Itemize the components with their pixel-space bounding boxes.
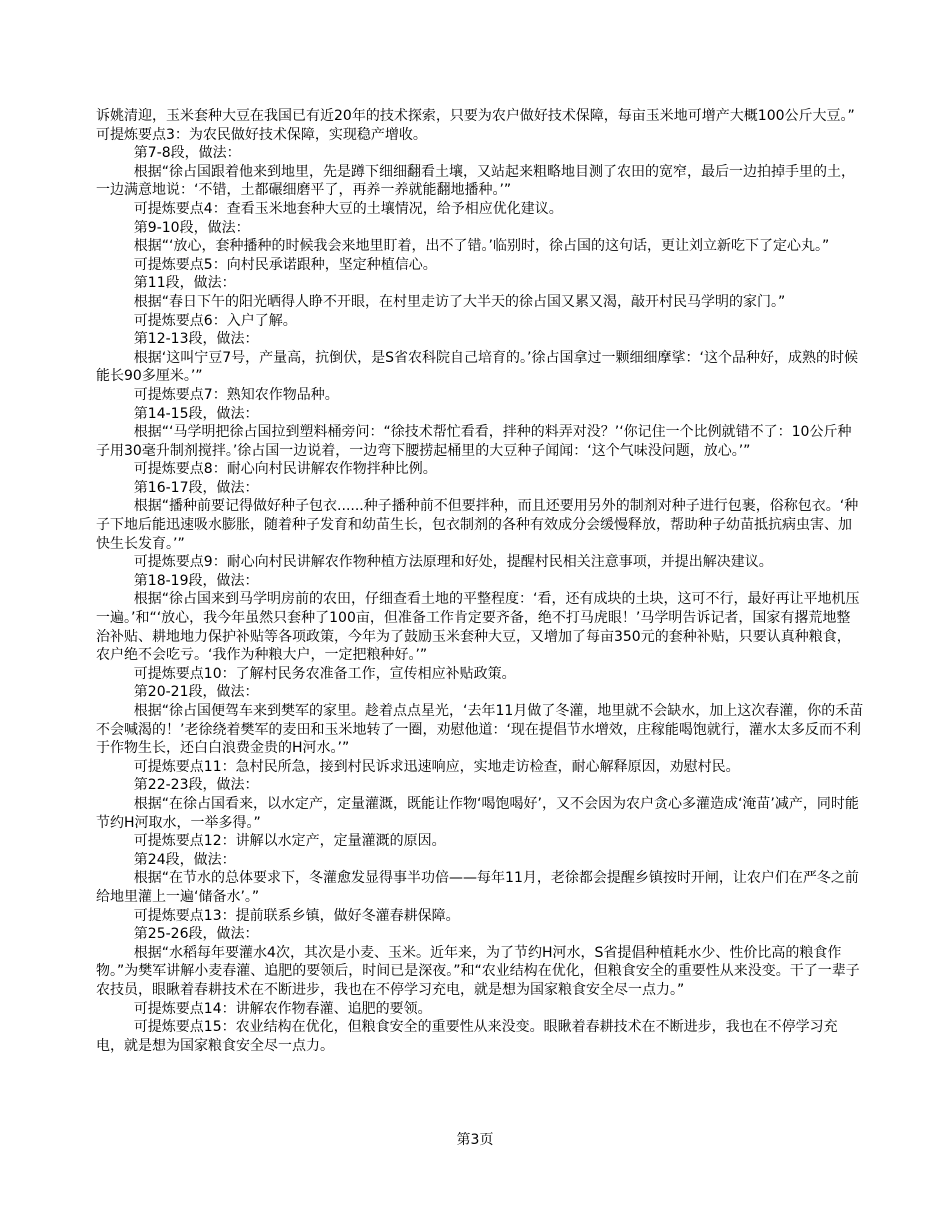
paragraph: 根据“在节水的总体要求下，冬灌愈发显得事半功倍——每年11月，老徐都会提醒乡镇按时开闸，让农户们在严冬之前给地里灌上一遍‘储备水’。” bbox=[96, 870, 859, 905]
paragraph: 根据“水稻每年要灌水4次，其次是小麦、玉米。近年来，为了节约H河水，S省提倡种植耗水少、性价比高的粮食作物。”为樊军讲解小麦春灌、追肥的要领后，时间已是深夜。”和“农业结构在优化，但粮食安全的重要性从来没变。干了一辈子农技员，眼瞅着春耕技术在不断进步，我也在不停学习充电，就是想为国家粮食安全尽一点力。” bbox=[96, 944, 860, 998]
paragraph: 第16-17段，做法： bbox=[133, 479, 259, 496]
paragraph: 根据“春日下午的阳光晒得人睁不开眼，在村里走访了大半天的徐占国又累又渴，敲开村民马学明的家门。” bbox=[133, 293, 786, 310]
paragraph: 根据‘这叫宁豆7号，产量高，抗倒伏，是S省农科院自己培育的。’徐占国拿过一颗细细摩挲：‘这个品种好，成熟的时候能长90多厘米。’” bbox=[96, 349, 858, 385]
paragraph: 根据“徐占国跟着他来到地里，先是蹲下细细翻看土壤，又站起来粗略地目测了农田的宽窄，最后一边拍掉手里的土，一边满意地说：‘不错，土都碾细磨平了，再养一养就能翻地播种。’” bbox=[96, 163, 856, 199]
paragraph: 根据“在徐占国看来，以水定产，定量灌溉，既能让作物‘喝饱喝好’，又不会因为农户贪心多灌造成‘淹苗’减产，同时能节约H河取水，一举多得。” bbox=[96, 795, 859, 831]
paragraph: 根据“播种前要记得做好种子包衣......种子播种前不但要拌种，而且还要用另外的制剂对种子进行包裹，俗称包衣。‘种子下地后能迅速吸水膨胀，随着种子发育和幼苗生长，包衣制剂的各种有效成分会缓慢释放，帮助种子幼苗抵抗病虫害、加快生长发育。’” bbox=[96, 498, 859, 552]
paragraph: 根据“‘放心，套种播种的时候我会来地里盯着，出不了错。’临别时，徐占国的这句话，更让刘立新吃下了定心丸。” bbox=[133, 238, 830, 255]
paragraph: 可提炼要点5：向村民承诺跟种，坚定种植信心。 bbox=[133, 256, 437, 273]
paragraph: 第25-26段，做法： bbox=[133, 926, 259, 943]
paragraph: 可提炼要点11：急村民所急，接到村民诉求迅速响应，实地走访检查，耐心解释原因，劝慰村民。 bbox=[133, 758, 740, 775]
paragraph: 可提炼要点15：农业结构在优化，但粮食安全的重要性从来没变。眼瞅着春耕技术在不断进步，我也在不停学习充电，就是想为国家粮食安全尽一点力。 bbox=[96, 1019, 838, 1054]
paragraph: 可提炼要点3：为农民做好技术保障，实现稳产增收。 bbox=[96, 126, 427, 143]
paragraph: 第9-10段，做法： bbox=[133, 219, 250, 236]
paragraph: 根据“‘马学明把徐占国拉到塑料桶旁问：“徐技术帮忙看看，拌种的料弄对没？’‘你记住一个比例就错不了：10公斤种子用30毫升制剂搅拌。’徐占国一边说着，一边弯下腰捞起桶里的大豆种子闻闻：‘这个气味没问题，放心。’” bbox=[96, 424, 852, 459]
paragraph: 可提炼要点4：查看玉米地套种大豆的土壤情况，给予相应优化建议。 bbox=[133, 200, 563, 217]
paragraph: 第20-21段，做法： bbox=[133, 684, 259, 701]
page-number: 第3页 bbox=[456, 1132, 494, 1148]
paragraph: 可提炼要点13：提前联系乡镇，做好冬灌春耕保障。 bbox=[133, 907, 460, 924]
paragraph: 可提炼要点14：讲解农作物春灌、追肥的要领。 bbox=[133, 1000, 432, 1017]
paragraph: 第18-19段，做法： bbox=[133, 572, 259, 589]
paragraph: 诉姚清迎，玉米套种大豆在我国已有近20年的技术探索，只要为农户做好技术保障，每亩玉米地可增产大概100公斤大豆。” bbox=[96, 108, 855, 124]
paragraph: 可提炼要点7：熟知农作物品种。 bbox=[133, 386, 339, 403]
paragraph: 第12-13段，做法： bbox=[133, 331, 259, 348]
paragraph: 第7-8段，做法： bbox=[133, 145, 241, 162]
document-body bbox=[96, 107, 864, 1055]
paragraph: 可提炼要点9：耐心向村民讲解农作物种植方法原理和好处，提醒村民相关注意事项，并提出解决建议。 bbox=[133, 554, 773, 571]
paragraph: 第22-23段，做法： bbox=[133, 777, 259, 794]
paragraph: 第14-15段，做法： bbox=[133, 405, 259, 422]
paragraph: 可提炼要点10：了解村民务农准备工作，宣传相应补贴政策。 bbox=[133, 665, 516, 682]
paragraph: 根据“徐占国便驾车来到樊军的家里。趁着点点星光，‘去年11月做了冬灌，地里就不会缺水，加上这次春灌，你的禾苗不会喊渴的！’老徐绕着樊军的麦田和玉米地转了一圈，劝慰他道：‘现在提倡节水增效，庄稼能喝饱就行，灌水太多反而不利于作物生长，还白白浪费金贵的H河水。’” bbox=[96, 703, 864, 757]
paragraph: 第24段，做法： bbox=[133, 851, 236, 868]
paragraph: 可提炼要点6：入户了解。 bbox=[133, 312, 297, 329]
paragraph: 可提炼要点12：讲解以水定产，定量灌溉的原因。 bbox=[133, 833, 446, 850]
paragraph: 可提炼要点8：耐心向村民讲解农作物拌种比例。 bbox=[133, 461, 437, 478]
paragraph: 根据“徐占国来到马学明房前的农田，仔细查看土地的平整程度：‘看，还有成块的土块，这可不行，最好再让平地机压一遍。’和“‘放心，我今年虽然只套种了100亩，但准备工作肯定要齐备，绝不打马虎眼！’马学明告诉记者，国家有撂荒地整治补贴、耕地地力保护补贴等各项政策，今年为了鼓励玉米套种大豆，又增加了每亩350元的套种补贴，只要认真种粮食，农户绝不会吃亏。‘我作为种粮大户，一定把粮种好。’” bbox=[96, 591, 860, 664]
paragraph: 第11段，做法： bbox=[133, 275, 236, 292]
